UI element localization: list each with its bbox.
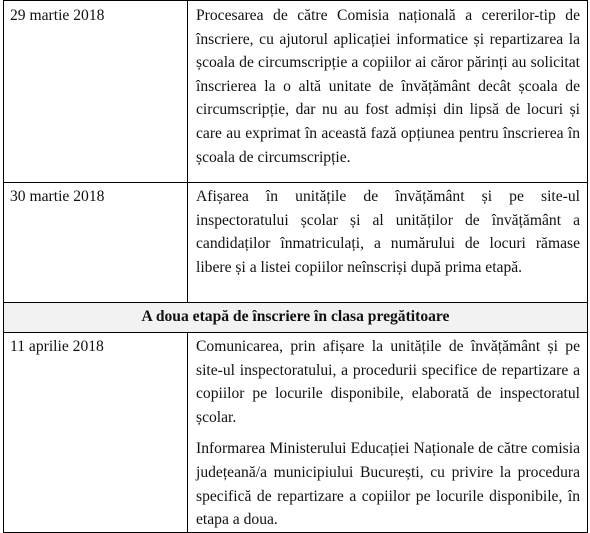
section-heading-row — [4, 303, 588, 333]
row-description — [188, 333, 588, 533]
description-paragraph: Procesarea de către Comisia națională a cererilor-tip de înscriere, cu ajutorul aplicației informatice și repartizarea la școala de circumscripție a copiilor ai căror părinți au solicitat înscrierea la o altă unitate de învățământ decât școala de circumscripție, dar nu au fost admiși din lipsă de locuri și care au exprimat în această fază opțiunea pentru înscrierea în școala de circumscripție. — [196, 7, 580, 166]
table-row — [4, 1, 588, 183]
row-date: 29 martie 2018 — [4, 1, 188, 183]
table-row — [4, 333, 588, 533]
schedule-table — [3, 0, 588, 533]
description-paragraph: Afișarea în unitățile de învățământ și pe site-ul inspectoratului școlar și al unităților de învățământ a candidaților înmatriculați, a numărului de locuri rămase libere și a listei copiilor neînscriși după prima etapă. — [196, 188, 580, 276]
section-heading: A doua etapă de înscriere în clasa pregătitoare — [4, 303, 588, 333]
row-date: 11 aprilie 2018 — [4, 333, 188, 533]
table-row — [4, 183, 588, 303]
row-date: 30 martie 2018 — [4, 183, 188, 303]
row-description — [188, 183, 588, 303]
row-description — [188, 1, 588, 183]
description-paragraph: Informarea Ministerului Educației Naționale de către comisia județeană/a municipiului București, cu privire la procedura specifică de repartizare a copiilor pe locurile disponibile, în etapa a doua. — [196, 440, 580, 529]
description-paragraph: Comunicarea, prin afișare la unitățile de învățământ și pe site-ul inspectoratului, a procedurii specifice de repartizare a copiilor pe locurile disponibile, elaborată de inspectoratul școlar. — [196, 338, 580, 426]
